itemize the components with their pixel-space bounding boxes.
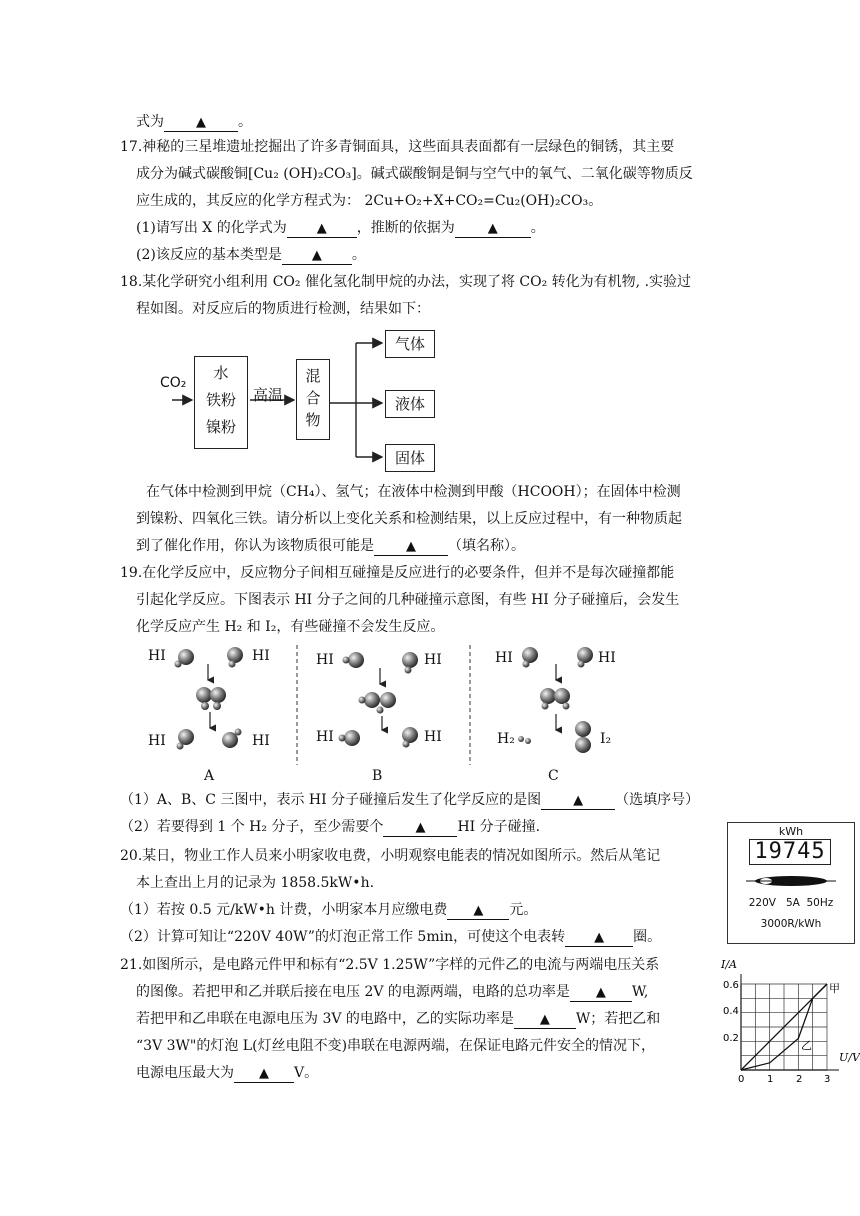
electric-meter-figure: [727, 822, 855, 944]
flow-output-gas: 气体: [385, 330, 435, 358]
iu-graph: [715, 955, 860, 1090]
q20-line-2: 本上查出上月的记录为 1858.5kW•h.: [136, 875, 375, 891]
series-label-jia: 甲: [829, 982, 840, 995]
flow-condition-label: 高温: [253, 386, 284, 404]
answer-blank[interactable]: ▲: [234, 1065, 294, 1083]
label-a-br: HI: [252, 733, 270, 749]
caption-b: B: [372, 768, 383, 784]
molecule-drawing: [140, 640, 640, 770]
q18-line-2: 程如图。对反应后的物质进行检测，结果如下：: [136, 301, 430, 317]
meter-reading: 19745: [749, 839, 831, 865]
q18-line-3: 在气体中检测到甲烷（CH₄）、氢气；在液体中检测到甲酸（HCOOH）；在固体中检测: [146, 484, 681, 500]
answer-blank[interactable]: ▲: [514, 1011, 576, 1029]
y-tick-label: 0.6: [723, 980, 739, 991]
label-b-tr: HI: [424, 652, 442, 668]
q17-sub-2: (2)该反应的基本类型是 ▲ 。: [136, 247, 366, 263]
flow-output-liquid: 液体: [385, 390, 435, 418]
q19-line-1: 19.在化学反应中，反应物分子间相互碰撞是反应进行的必要条件，但并不是每次碰撞都能: [120, 565, 675, 581]
meter-unit: kWh: [778, 825, 804, 838]
label-c-tl: HI: [495, 650, 513, 666]
answer-blank[interactable]: ▲: [287, 220, 357, 238]
x-tick-label: 0: [738, 1074, 745, 1085]
answer-blank[interactable]: ▲: [383, 819, 457, 837]
series-label-yi: 乙: [801, 1039, 812, 1052]
q20-sub-1: （1）若按 0.5 元/kW•h 计费，小明家本月应缴电费 ▲ 元。: [120, 902, 538, 918]
q20-line-1: 20.某日，物业工作人员来小明家收电费，小明观察电能表的情况如图所示。然后从笔记: [120, 848, 661, 864]
graph-ylabel: I/A: [721, 958, 737, 971]
q21-line-1: 21.如图所示，是电路元件甲和标有“2.5V 1.25W”字样的元件乙的电流与两端电压关系: [120, 957, 660, 973]
label-b-tl: HI: [316, 652, 334, 668]
label-c-bl: H₂: [497, 731, 515, 747]
label-a-tl: HI: [148, 648, 166, 664]
label-c-tr: HI: [598, 650, 616, 666]
graph-xlabel: U/V: [839, 1051, 860, 1064]
answer-blank[interactable]: ▲: [282, 247, 352, 265]
q18-line-4: 到镍粉、四氧化三铁。请分析以上变化关系和检测结果，以上反应过程中，有一种物质起: [136, 511, 682, 527]
line-continuation: 式为 ▲ 。: [136, 114, 252, 130]
y-tick-label: 0.2: [723, 1033, 739, 1044]
label-b-br: HI: [424, 729, 442, 745]
q19-sub-1: （1）A、B、C 三图中，表示 HI 分子碰撞后发生了化学反应的是图 ▲ （选填序号）: [120, 792, 700, 808]
answer-blank[interactable]: ▲: [565, 929, 633, 947]
x-tick-label: 1: [767, 1074, 774, 1085]
q19-line-2: 引起化学反应。下图表示 HI 分子之间的几种碰撞示意图，有些 HI 分子碰撞后，会发生: [136, 592, 680, 608]
meter-dial-icon: [746, 873, 836, 889]
meter-rate: 3000R/kWh: [760, 918, 822, 930]
label-a-bl: HI: [148, 733, 166, 749]
answer-blank[interactable]: ▲: [455, 220, 531, 238]
flow-output-solid: 固体: [385, 444, 435, 472]
q21-line-3: 若把甲和乙串联在电源电压为 3V 的电路中，乙的实际功率是 ▲ W；若把乙和: [136, 1011, 661, 1027]
y-tick-label: 0.4: [723, 1006, 739, 1017]
answer-blank[interactable]: ▲: [447, 902, 509, 920]
answer-blank[interactable]: ▲: [164, 114, 238, 132]
q18-line-1: 18.某化学研究小组利用 CO₂ 催化氢化制甲烷的办法，实现了将 CO₂ 转化为有机物, .实验过: [120, 274, 692, 290]
q19-sub-2: （2）若要得到 1 个 H₂ 分子，至少需要个 ▲ HI 分子碰撞.: [120, 819, 541, 835]
meter-spec: 220V 5A 50Hz: [748, 897, 834, 909]
answer-blank[interactable]: ▲: [541, 792, 615, 810]
q20-sub-2: （2）计算可知让“220V 40W”的灯泡正常工作 5min，可使这个电表转 ▲ 圈。: [120, 929, 662, 945]
q17-line-2: 成分为碱式碳酸铜[Cu₂ (OH)₂CO₃]。碱式碳酸铜是铜与空气中的氧气、二氧化碳等物质反: [136, 166, 693, 182]
q18-line-5: 到了催化作用，你认为该物质很可能是 ▲ （填名称）。: [136, 538, 525, 554]
flow-reactants-box: 水 铁粉 镍粉: [194, 356, 248, 449]
q17-line-3: 应生成的，其反应的化学方程式为： 2Cu+O₂+X+CO₂=Cu₂(OH)₂CO₃。: [136, 193, 603, 209]
flow-input-label: CO₂: [160, 375, 187, 391]
caption-a: A: [204, 768, 215, 784]
label-a-tr: HI: [252, 648, 270, 664]
q17-sub-1: (1)请写出 X 的化学式为 ▲ ，推断的依据为 ▲ 。: [136, 220, 545, 236]
flow-mixture-box: 混 合 物: [296, 359, 330, 440]
q19-line-3: 化学反应产生 H₂ 和 I₂，有些碰撞不会发生反应。: [136, 619, 445, 635]
x-tick-label: 2: [796, 1074, 803, 1085]
answer-blank[interactable]: ▲: [374, 538, 448, 556]
q17-line-1: 17.神秘的三星堆遗址挖掘出了许多青铜面具，这些面具表面都有一层绿色的铜锈，其主要: [120, 139, 675, 155]
x-tick-label: 3: [824, 1074, 831, 1085]
label-c-br: I₂: [600, 731, 612, 747]
q21-line-2: 的图像。若把甲和乙并联后接在电压 2V 的电源两端，电路的总功率是 ▲ W,: [136, 984, 649, 1000]
q21-line-5: 电源电压最大为 ▲ V。: [136, 1065, 319, 1081]
label-b-bl: HI: [316, 729, 334, 745]
caption-c: C: [548, 768, 559, 784]
q21-line-4: “3V 3W"的灯泡 L(灯丝电阻不变)串联在电源两端，在保证电路元件安全的情况下，: [136, 1038, 656, 1054]
answer-blank[interactable]: ▲: [570, 984, 632, 1002]
